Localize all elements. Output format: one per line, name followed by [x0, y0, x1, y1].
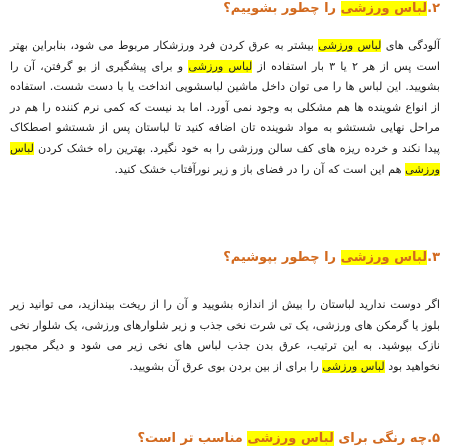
section-paragraph-wash — [10, 36, 440, 180]
highlighted-keyword: لباس ورزشی — [188, 59, 253, 73]
paragraph-text: اگر دوست ندارید لباستان را بیش از اندازه بشویید و آن را از ریخت بیندازید، می توانید زیر بلوز یا گرمکن های ورزشی، یک تی شرت نخی جذب و زیر شلوارهای ورزشی، یک شلوار نخی نازک بپوشید. به این ترتیب، عرق بدن جذب لباس های نخی زیر می شود و دیگر مجبور نخواهید بود — [10, 298, 440, 373]
highlighted-keyword: لباس ورزشی — [322, 359, 385, 373]
paragraph-text: آلودگی های — [381, 39, 441, 52]
section-heading-wear — [8, 249, 440, 267]
heading-text: را چطور بپوشیم؟ — [223, 250, 341, 265]
highlighted-keyword: لباس ورزشی — [10, 141, 440, 176]
paragraph-text: را برای از بین بردن بوی عرق آن بشویید. — [129, 359, 323, 373]
paragraph-text: بیشتر به عرق کردن فرد ورزشکار مربوط می شود، بنابراین بهتر است پس از هر ۲ یا ۳ بار استفاده از — [10, 39, 441, 73]
section-heading-color — [8, 430, 440, 448]
highlighted-keyword: لباس ورزشی — [340, 250, 428, 265]
heading-number: ۳. — [427, 250, 440, 265]
heading-text: را چطور بشوییم؟ — [223, 1, 341, 16]
heading-text: چه رنگی برای — [333, 431, 428, 446]
highlighted-keyword: لباس ورزشی — [340, 1, 428, 16]
highlighted-keyword: لباس ورزشی — [318, 39, 382, 52]
section-paragraph-wear — [10, 295, 440, 377]
paragraph-text: هم این است که آن را در فضای باز و زیر نورآفتاب خشک کنید. — [114, 162, 406, 176]
paragraph-text: و برای پیشگیری از بو گرفتن، آن را بشویید. این لباس ها را می توان داخل ماشین لباسشویی انداخت یا با دست شست. استفاده از انواع شوینده ها هم مشکلی به وجود نمی آورد. اما بد نیست که کمی نرم کننده را هم در مراحل نهایی شستشو به مواد شوینده تان اضافه کنید تا لباستان پس از شستشو اصطکاک پیدا نکند و خرده ریزه های کف سالن ورزشی را به خود نگیرد. بهترین راه خشک کردن — [10, 59, 440, 155]
heading-text: مناسب تر است؟ — [137, 431, 248, 446]
heading-number: ۵. — [427, 431, 440, 446]
section-heading-wash — [8, 0, 440, 18]
heading-number: ۲. — [427, 1, 440, 16]
highlighted-keyword: لباس ورزشی — [247, 431, 334, 446]
